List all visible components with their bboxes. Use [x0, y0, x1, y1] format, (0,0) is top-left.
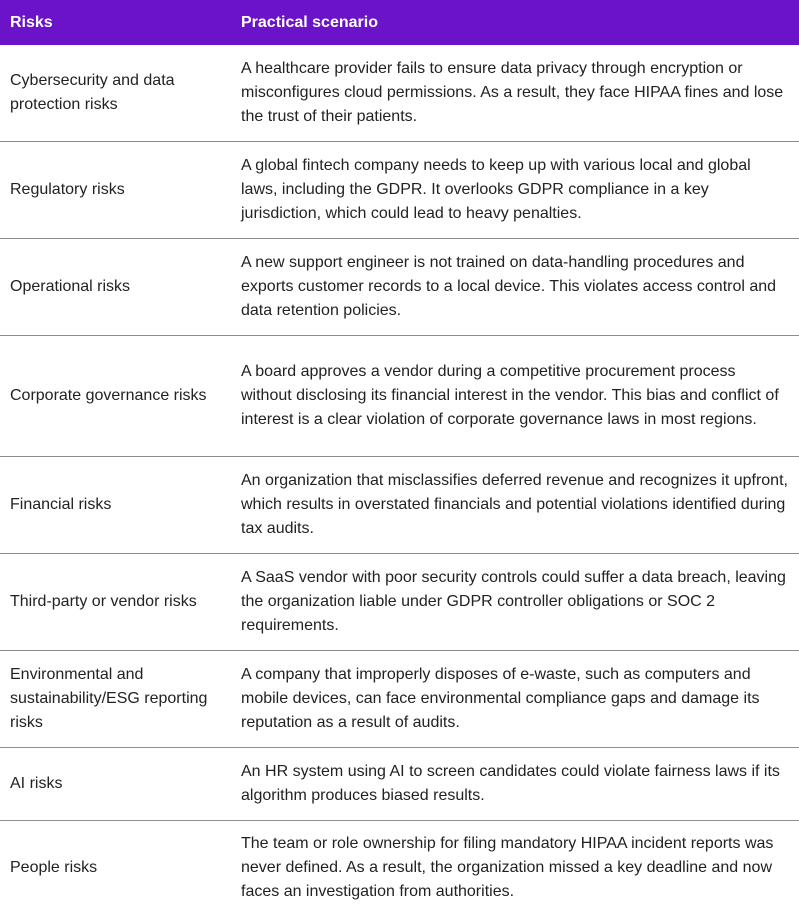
risk-cell: AI risks: [0, 748, 231, 821]
risk-cell: Third-party or vendor risks: [0, 554, 231, 651]
scenario-cell: A global fintech company needs to keep up with various local and global laws, including the GDPR. It overlooks GDPR compliance in a key jurisdiction, which could lead to heavy penalties.: [231, 142, 799, 239]
risk-cell: Regulatory risks: [0, 142, 231, 239]
scenario-cell: An organization that misclassifies deferred revenue and recognizes it upfront, which results in overstated financials and potential violations identified during tax audits.: [231, 457, 799, 554]
table-row: [0, 748, 799, 821]
header-risks: Risks: [0, 0, 231, 45]
scenario-cell: An HR system using AI to screen candidates could violate fairness laws if its algorithm produces biased results.: [231, 748, 799, 821]
table-row: [0, 336, 799, 457]
table-row: [0, 821, 799, 916]
table-body: [0, 45, 799, 915]
table-row: [0, 239, 799, 336]
scenario-cell: A company that improperly disposes of e-waste, such as computers and mobile devices, can face environmental compliance gaps and damage its reputation as a result of audits.: [231, 651, 799, 748]
header-practical-scenario: Practical scenario: [231, 0, 799, 45]
table-row: [0, 45, 799, 142]
risk-cell: Environmental and sustainability/ESG reporting risks: [0, 651, 231, 748]
risk-cell: People risks: [10, 859, 98, 876]
table-row: [0, 651, 799, 748]
scenario-cell: A SaaS vendor with poor security controls could suffer a data breach, leaving the organization liable under GDPR controller obligations or SOC 2 requirements.: [231, 554, 799, 651]
scenario-cell: A healthcare provider fails to ensure data privacy through encryption or misconfigures cloud permissions. As a result, they face HIPAA fines and lose the trust of their patients.: [231, 45, 799, 142]
risk-cell: Financial risks: [0, 457, 231, 554]
risk-cell: Operational risks: [0, 239, 231, 336]
scenario-cell: A new support engineer is not trained on data-handling procedures and exports customer records to a local device. This violates access control and data retention policies.: [231, 239, 799, 336]
table-row: [0, 142, 799, 239]
table-header: [0, 0, 799, 45]
table-row: [0, 457, 799, 554]
table-row: [0, 554, 799, 651]
risk-cell: Cybersecurity and data protection risks: [0, 45, 231, 142]
risk-cell: Corporate governance risks: [0, 336, 231, 457]
scenario-cell: A board approves a vendor during a competitive procurement process without disclosing its financial interest in the vendor. This bias and conflict of interest is a clear violation of corporate governance laws in most regions.: [231, 336, 799, 457]
scenario-cell: The team or role ownership for filing mandatory HIPAA incident reports was never defined. As a result, the organization missed a key deadline and now faces an investigation from authorities.: [241, 835, 774, 900]
header-row: [0, 0, 799, 45]
